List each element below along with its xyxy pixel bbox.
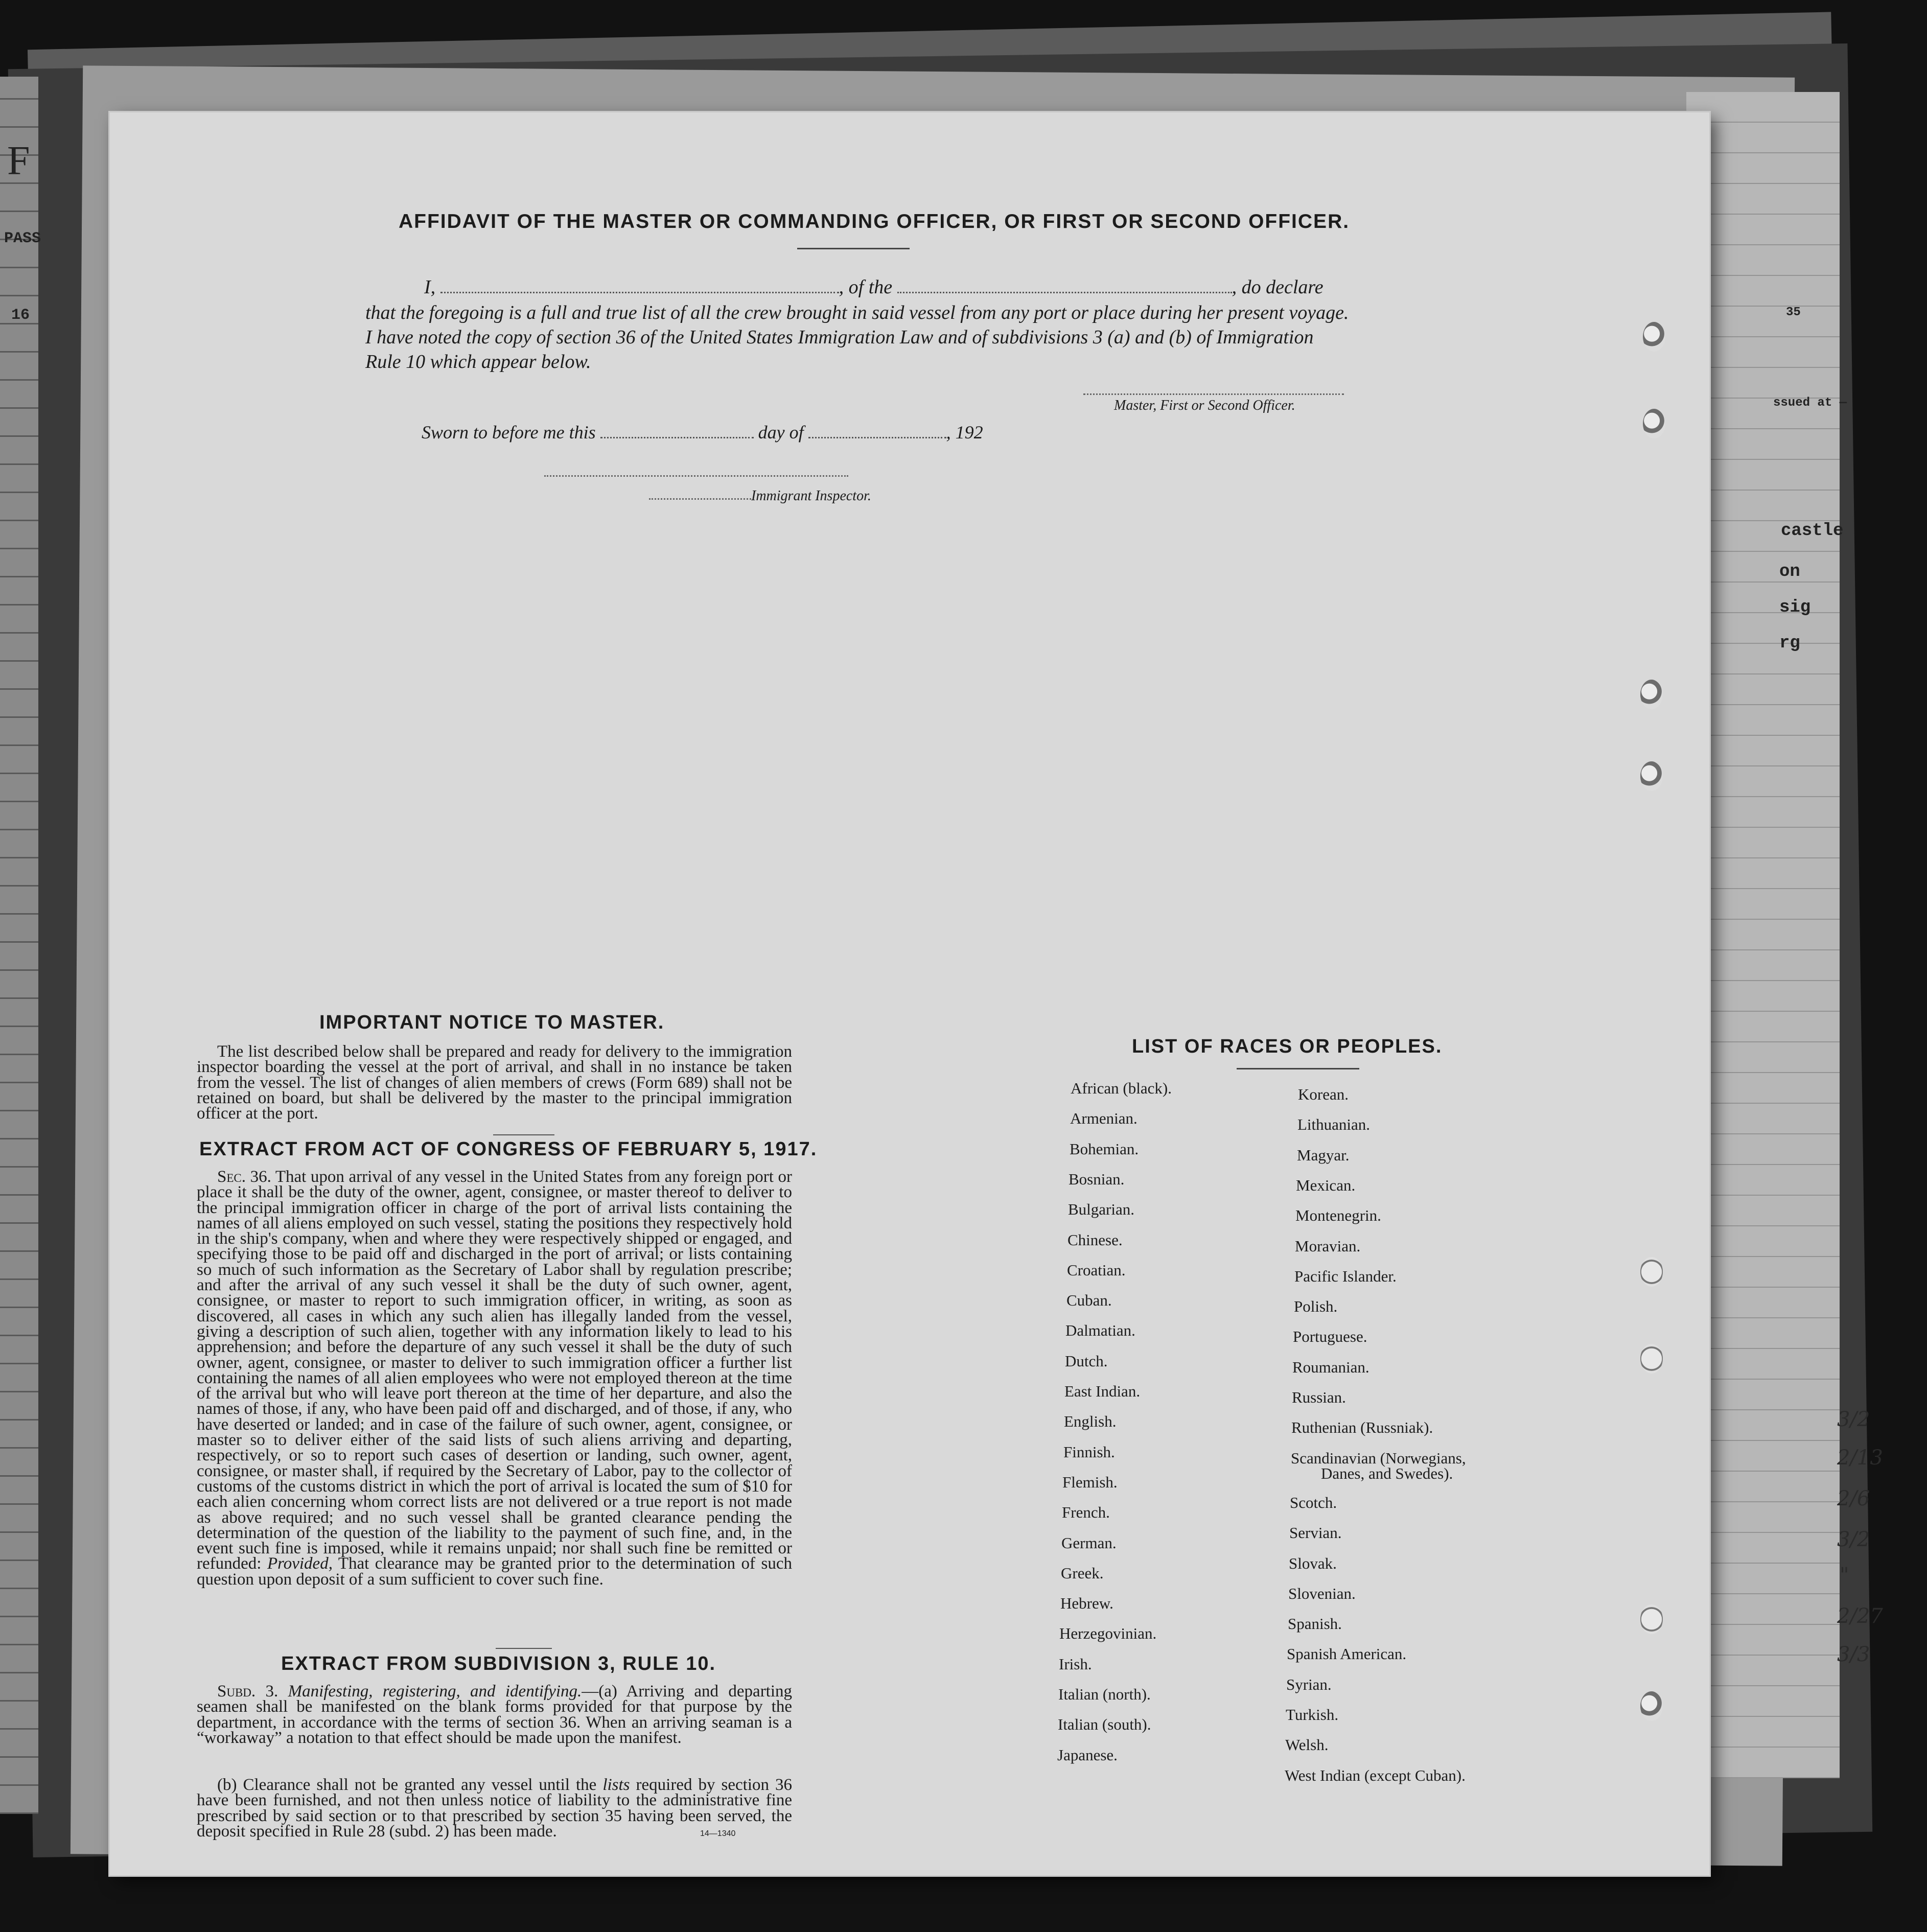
race-item: Finnish. [1063,1443,1115,1461]
affidavit-line: I have noted the copy of section 36 of the United States Immigration Law and of subdivisions 3 (a) and (b) of Immigration [365,327,1314,348]
race-item: German. [1061,1534,1117,1552]
race-item: Spanish. [1288,1615,1342,1633]
race-item: Spanish American. [1287,1645,1407,1663]
subdivision-label: Subd. 3. [217,1682,278,1701]
affidavit-text: , of the [839,276,893,298]
race-item: Slovenian. [1288,1585,1356,1602]
race-item: English. [1064,1412,1117,1430]
edge-fragment: sig [1779,598,1811,617]
subdivision-heading: Manifesting, registering, and identifying. [288,1682,582,1701]
edge-fragment: rg [1779,634,1800,653]
race-item-continuation: Danes, and Swedes). [1321,1464,1453,1482]
race-item: Herzegovinian. [1059,1624,1157,1642]
subdivision-a-text [197,1684,792,1745]
sworn-text: Sworn to before me this [422,422,596,443]
race-item: Slovak. [1289,1554,1337,1572]
race-item: Portuguese. [1293,1328,1367,1345]
sworn-text: , 192 [946,422,983,443]
race-item: Croatian. [1067,1261,1126,1279]
race-item: Cuban. [1066,1291,1112,1309]
handwritten-date: 3/2 [1837,1528,1870,1551]
race-item: Bulgarian. [1068,1200,1134,1218]
race-item: Flemish. [1062,1473,1118,1491]
master-name-field[interactable] [440,292,839,293]
extract-act-title: EXTRACT FROM ACT OF CONGRESS OF FEBRUARY 5, 1917. [199,1138,818,1160]
race-item: Turkish. [1286,1706,1339,1724]
notice-title: IMPORTANT NOTICE TO MASTER. [319,1012,665,1033]
section-36-text [197,1169,792,1587]
race-item: Moravian. [1295,1237,1361,1255]
handwritten-date: 3/2 [1837,1408,1870,1431]
race-item: Russian. [1292,1388,1346,1406]
background-ledger-edge [0,77,38,1814]
race-item: Servian. [1289,1524,1342,1542]
edge-fragment: 16 [11,307,30,324]
affidavit-line: that the foregoing is a full and true list of all the crew brought in said vessel from any port or place during her present voyage. [365,302,1349,323]
divider [496,1648,552,1649]
punch-hole [1640,1691,1663,1721]
notice-text: The list described below shall be prepared and ready for delivery to the immigration inspector boarding the vessel at the port of arrival, and shall in no instance be taken from the vessel. The list of changes of alien members of crews (Form 689) shall not be retained on board, but shall be delivered by the master to the principal immigration officer at the port. [197,1042,792,1123]
edge-fragment: castle [1781,521,1844,541]
section-label: Sec. 36. [217,1168,271,1186]
race-item: Lithuanian. [1297,1115,1371,1133]
punch-hole [1640,1257,1663,1287]
race-item: Korean. [1298,1085,1349,1103]
race-item: French. [1062,1503,1110,1521]
affidavit-text: , do declare [1232,276,1324,298]
handwritten-date: 2/27 [1837,1604,1883,1628]
race-item: Italian (south). [1058,1715,1151,1733]
race-item: Montenegrin. [1295,1206,1381,1224]
vessel-name-field[interactable] [897,292,1232,293]
edge-fragment: 35 [1786,306,1801,319]
signature-caption: Master, First or Second Officer. [1114,398,1295,413]
race-item: East Indian. [1064,1382,1141,1400]
edge-fragment: on [1779,562,1800,581]
race-item: Greek. [1061,1564,1104,1582]
subdivision-b-part: required by section 36 have been furnished, and not then unless notice of liability to the administrative fine prescribed by said section or to that prescribed by section 35 having been served, the deposit specified in Rule 28 (subd. 2) has been made. [197,1776,793,1841]
form-number: 14—1340 [700,1829,736,1838]
race-item: Roumanian. [1292,1358,1369,1376]
sworn-day-field[interactable] [600,437,754,438]
race-item: Japanese. [1057,1746,1118,1764]
inspector-caption: Immigrant Inspector. [751,488,871,504]
race-item: Magyar. [1297,1146,1350,1164]
race-item: Bohemian. [1070,1140,1139,1158]
race-item: Scandinavian (Norwegians, [1291,1449,1466,1467]
handwritten-date: 3/3 [1837,1643,1870,1666]
race-item: Armenian. [1070,1109,1137,1127]
divider [797,248,910,249]
race-item: Syrian. [1286,1675,1332,1693]
divider [493,1134,554,1135]
race-item: Ruthenian (Russniak). [1291,1418,1433,1436]
punch-hole [1643,409,1665,438]
race-item: Pacific Islander. [1294,1267,1397,1285]
master-signature-field[interactable] [1083,393,1344,395]
section-36-body: That upon arrival of any vessel in the United States from any foreign port or place it shall be the duty of the owner, agent, consignee, or master thereof to deliver to the principal immigration officer in charge of the port of arrival lists containing the names of all aliens employed on such vessel, stating the positions they respectively hold in the ship's company, when and where they were respectively shipped or engaged, and specifying those to be paid off and discharged in the port of arrival; or lists containing so much of such information as the Secretary of Labor shall by regulation prescribe; and after the arrival of any such vessel it shall be the duty of such owner, agent, consignee, or master to report to such immigration officer, in writing, as soon as discovered, all cases in which any such alien has illegally landed from the vessel, giving a description of such alien, together with any information likely to lead to his apprehension; and before the departure of any such vessel it shall be the duty of such owner, agent, consignee, or master to deliver to such immigration officer a further list containing the names of all alien employees who were not employed thereon at the time of the arrival but who will leave port thereon at the time of her departure, and also the names of those, if any, who have been paid off and discharged, and of those, if any, who have deserted or landed; and in case of the failure of such owner, agent, consignee, or master so to deliver either of the said lists of such aliens arriving and departing, respectively, or so to report such cases of desertion or landing, such owner, agent, consignee, or master shall, if required by the Secretary of Labor, pay to the collector of customs of the customs district in which the port of arrival is located the sum of $10 for each alien concerning whom correct lists are not delivered or a true report is not made as above required; and no such vessel shall be granted clearance pending the determination of the question of the liability to the payment of such fine, and, in the event such fine is imposed, while it remains unpaid; nor shall such fine be remitted or refunded: [197,1168,792,1573]
punch-hole [1640,680,1663,709]
handwritten-date: " [1840,1564,1849,1587]
punch-hole [1640,761,1663,791]
extract-rule-title: EXTRACT FROM SUBDIVISION 3, RULE 10. [281,1653,716,1674]
race-item: Italian (north). [1058,1685,1151,1703]
race-item: Mexican. [1296,1176,1356,1194]
punch-hole [1643,322,1665,352]
race-item: West Indian (except Cuban). [1285,1766,1466,1784]
subdivision-a-body: —(a) Arriving and departing seamen shall be manifested on the blank forms provided for that purpose by the department, in accordance with the terms of section 36. When an arriving seaman is a “workaway” a notation to that effect should be made upon the manifest. [197,1682,793,1747]
inspector-signature-field[interactable] [544,475,848,477]
affidavit-line: Rule 10 which appear below. [365,351,591,373]
lists-term: lists [602,1776,630,1794]
race-item: Dutch. [1065,1352,1108,1370]
edge-fragment: PASS [4,230,41,247]
sworn-text: day of [758,422,804,443]
punch-hole [1640,1604,1663,1634]
punch-hole [1640,1344,1663,1374]
race-item: Scotch. [1290,1494,1337,1511]
edge-fragment: F [7,138,30,183]
divider [1237,1068,1359,1069]
handwritten-date: 2/13 [1837,1446,1883,1470]
section-36-end: That clearance may be granted prior to the determination of such question upon deposit of a sum sufficient to cover such fine. [197,1554,793,1589]
race-item: Dalmatian. [1065,1321,1135,1339]
affidavit-text: I, [424,276,436,298]
race-item: Chinese. [1067,1231,1123,1249]
race-item: Polish. [1294,1297,1338,1315]
race-item: Bosnian. [1069,1170,1125,1188]
sworn-line [422,422,983,443]
form-page [110,112,1709,1875]
background-ledger-sheet [1686,92,1840,1778]
races-title: LIST OF RACES OR PEOPLES. [1132,1036,1443,1057]
race-item: Hebrew. [1060,1594,1113,1612]
inspector-rule [649,498,751,500]
affidavit-title: AFFIDAVIT OF THE MASTER OR COMMANDING OFFICER, OR FIRST OR SECOND OFFICER. [399,211,1350,232]
affidavit-line [424,276,1324,298]
subdivision-b-part: (b) Clearance shall not be granted any vessel until the [217,1776,597,1794]
sworn-month-field[interactable] [808,437,946,438]
handwritten-date: 2/6 [1837,1487,1870,1510]
race-item: Welsh. [1285,1736,1329,1754]
edge-fragment: ssued at — [1773,396,1847,410]
race-item: Irish. [1059,1655,1092,1673]
provided-term: Provided, [267,1554,333,1573]
race-item: African (black). [1071,1079,1172,1097]
